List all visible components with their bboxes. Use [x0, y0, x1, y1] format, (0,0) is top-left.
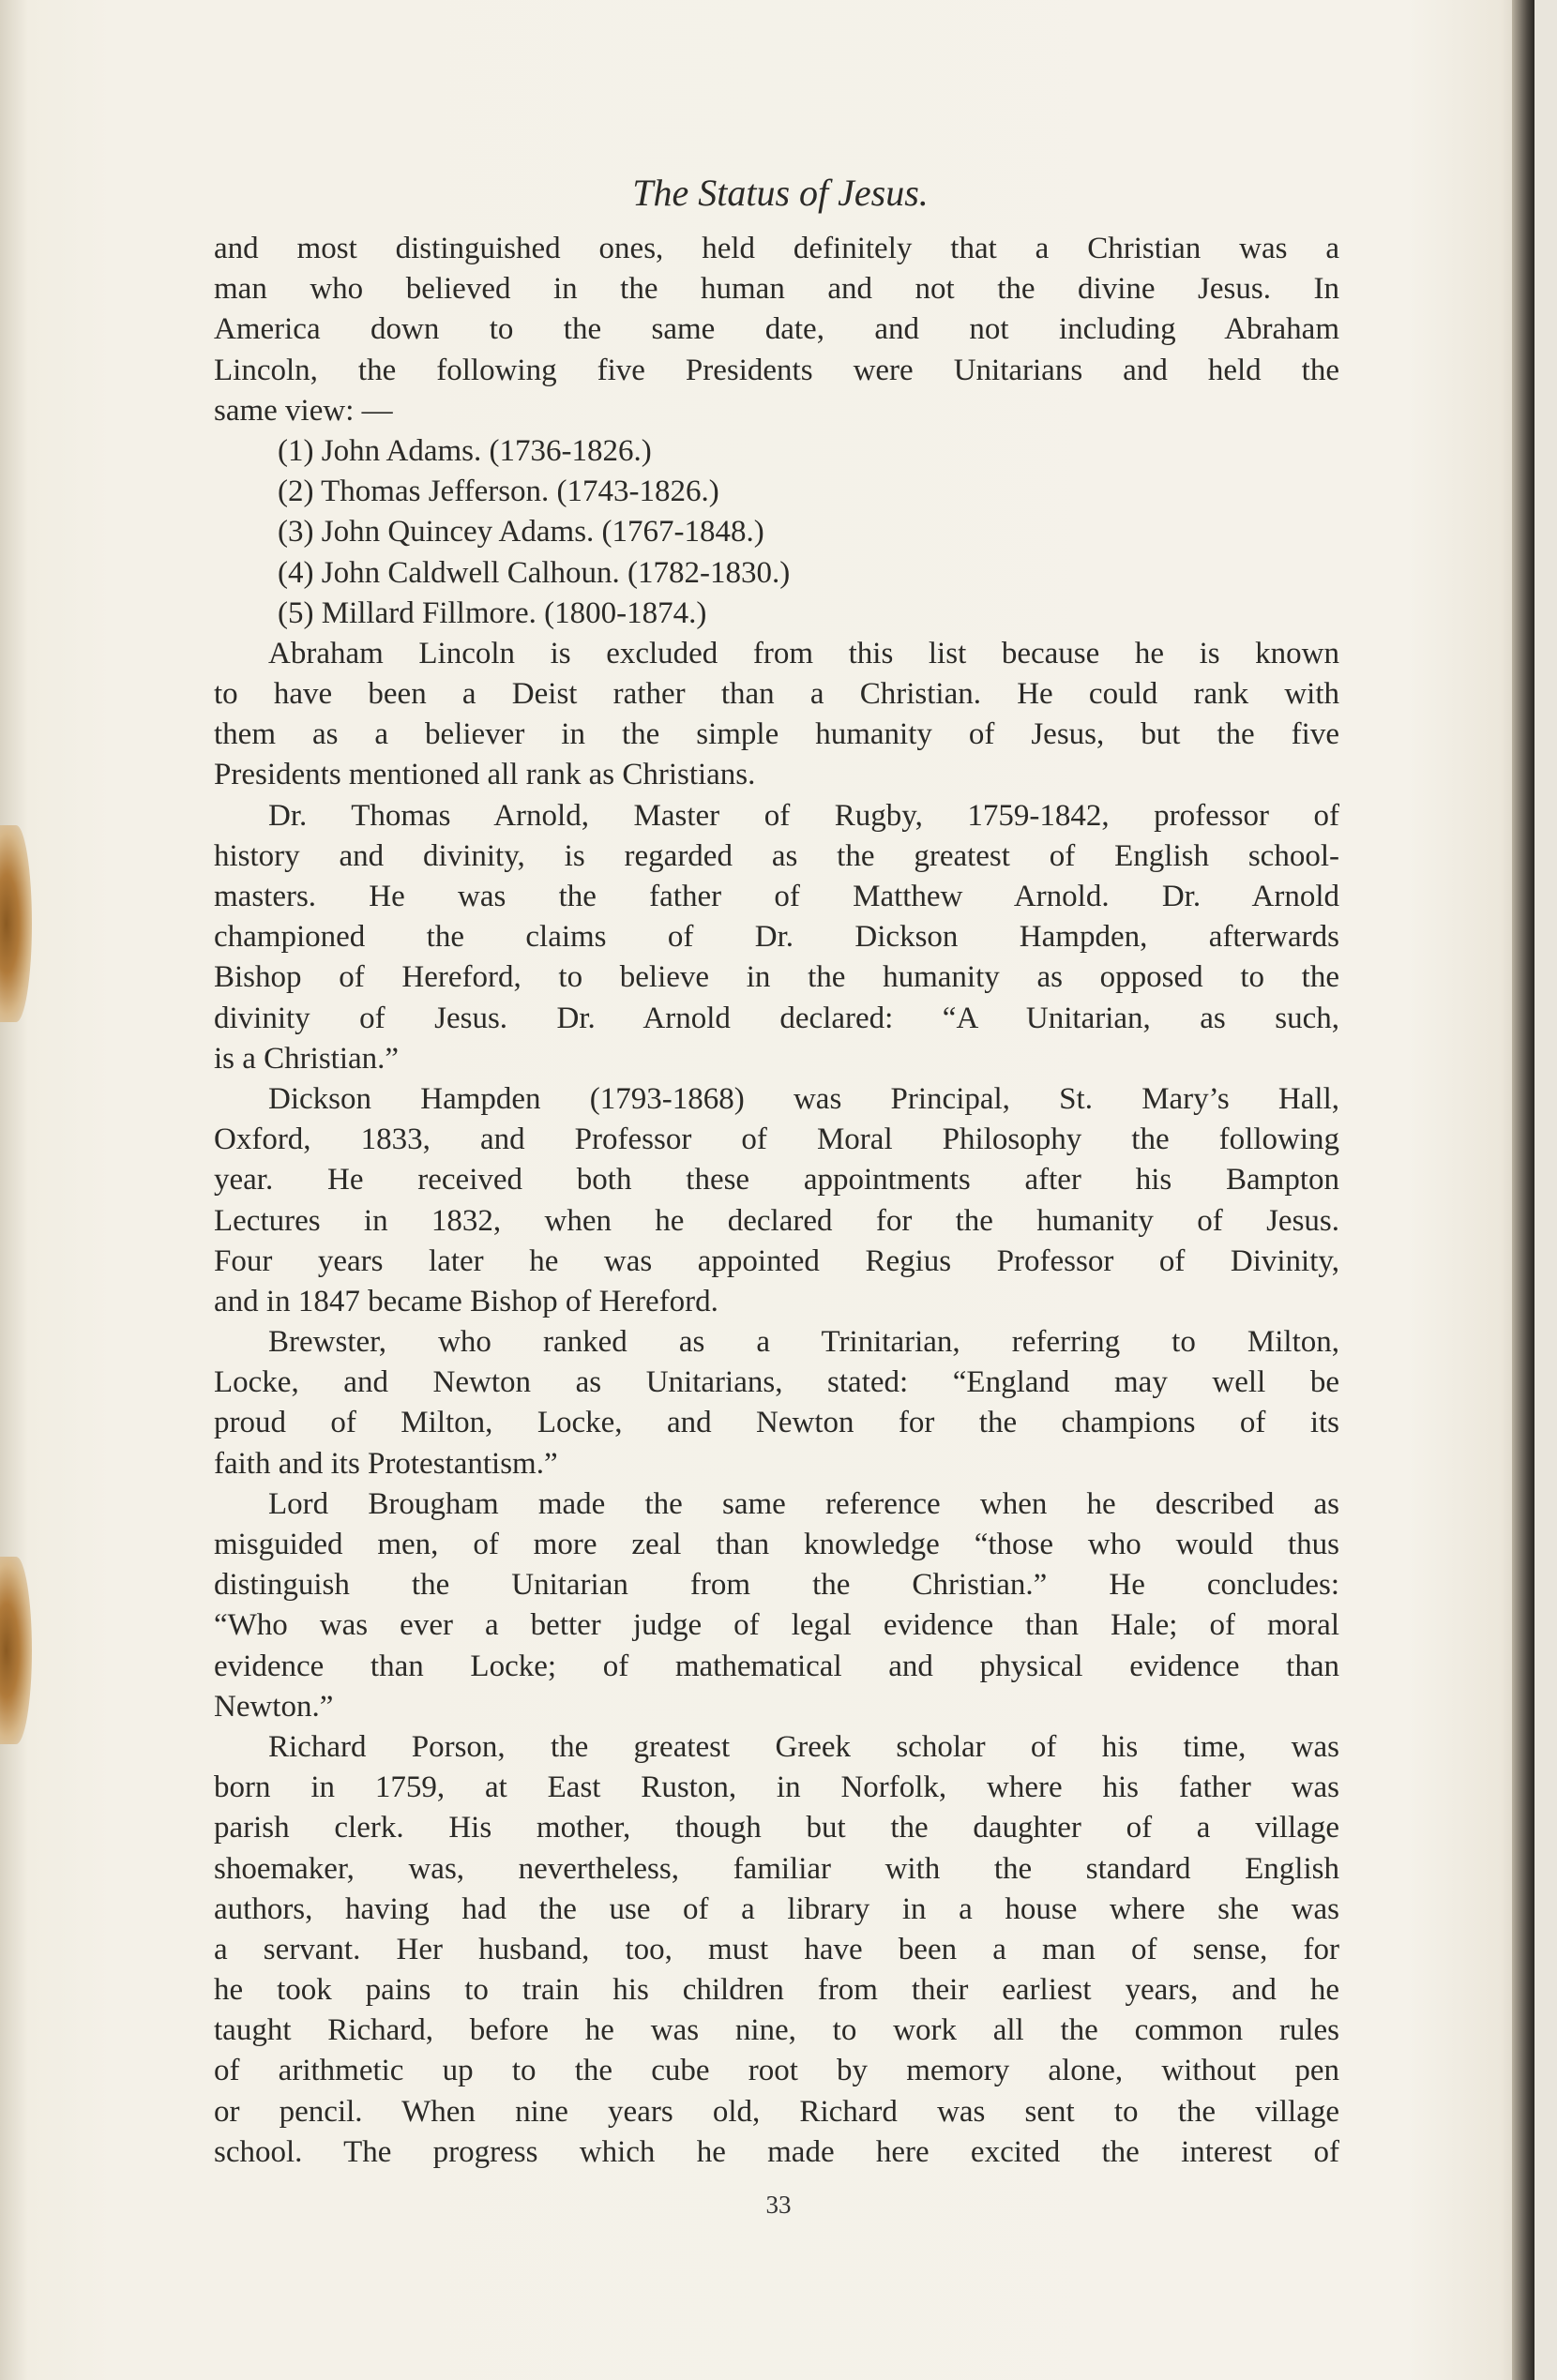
paragraph-3 — [214, 796, 1339, 1079]
paper-stain — [0, 1557, 32, 1744]
text-line: faith and its Protestantism.” — [214, 1446, 558, 1481]
text-line: proud of Milton, Locke, and Newton for the champions of its — [214, 1406, 1339, 1440]
text-line: Four years later he was appointed Regius Professor of Divinity, — [214, 1243, 1339, 1278]
list-item: (5) Millard Fillmore. (1800-1874.) — [278, 595, 707, 630]
text-line: same view: — — [214, 393, 393, 428]
book-spine-shadow — [1512, 0, 1534, 2380]
list-item: (3) John Quincey Adams. (1767-1848.) — [278, 515, 764, 550]
text-line: a servant. Her husband, too, must have been a man of sense, for — [214, 1932, 1339, 1966]
text-line: Lectures in 1832, when he declared for the humanity of Jesus. — [214, 1203, 1339, 1238]
text-line: to have been a Deist rather than a Christian. He could rank with — [214, 677, 1339, 712]
text-line: them as a believer in the simple humanity of Jesus, but the five — [214, 717, 1339, 752]
text-line: championed the claims of Dr. Dickson Hampden, afterwards — [214, 920, 1339, 955]
paragraph-6 — [214, 1484, 1339, 1727]
text-line: distinguish the Unitarian from the Christian.” He concludes: — [214, 1568, 1339, 1603]
text-line: of arithmetic up to the cube root by memory alone, without pen — [214, 2054, 1339, 2088]
paragraph-4 — [214, 1079, 1339, 1322]
text-line: Richard Porson, the greatest Greek scholar of his time, was — [268, 1729, 1339, 1764]
list-item: (4) John Caldwell Calhoun. (1782-1830.) — [278, 555, 791, 590]
running-title: The Status of Jesus. — [632, 172, 929, 214]
paragraph-5 — [214, 1322, 1339, 1484]
text-line: shoemaker, was, nevertheless, familiar with the standard English — [214, 1851, 1339, 1886]
list-item: (2) Thomas Jefferson. (1743-1826.) — [278, 474, 719, 509]
page-number: 33 — [765, 2191, 792, 2219]
text-line: taught Richard, before he was nine, to work all the common rules — [214, 2013, 1339, 2048]
presidents-list — [214, 431, 1339, 634]
text-line: Lincoln, the following five Presidents were Unitarians and held the — [214, 353, 1339, 387]
text-line: and in 1847 became Bishop of Hereford. — [214, 1284, 718, 1318]
paragraph-1 — [214, 229, 1339, 431]
text-line: school. The progress which he made here excited the interest of — [214, 2134, 1339, 2169]
text-line: “Who was ever a better judge of legal evidence than Hale; of moral — [214, 1608, 1339, 1643]
text-line: Brewster, who ranked as a Trinitarian, referring to Milton, — [268, 1325, 1339, 1360]
text-line: Dr. Thomas Arnold, Master of Rugby, 1759-1842, professor of — [268, 798, 1339, 833]
text-line: Lord Brougham made the same reference when he described as — [268, 1486, 1339, 1521]
text-line: man who believed in the human and not the divine Jesus. In — [214, 272, 1339, 307]
text-line: Locke, and Newton as Unitarians, stated: “England may well be — [214, 1365, 1339, 1400]
paragraph-7 — [214, 1727, 1339, 2173]
text-line: and most distinguished ones, held definitely that a Christian was a — [214, 232, 1339, 265]
text-line: Oxford, 1833, and Professor of Moral Philosophy the following — [214, 1122, 1339, 1157]
text-line: or pencil. When nine years old, Richard was sent to the village — [214, 2094, 1339, 2129]
text-line: born in 1759, at East Ruston, in Norfolk, where his father was — [214, 1770, 1339, 1805]
text-line: year. He received both these appointments after his Bampton — [214, 1163, 1339, 1198]
text-line: divinity of Jesus. Dr. Arnold declared: “A Unitarian, as such, — [214, 1001, 1339, 1035]
text-line: Dickson Hampden (1793-1868) was Principal, St. Mary’s Hall, — [268, 1081, 1339, 1116]
text-line: Bishop of Hereford, to believe in the humanity as opposed to the — [214, 960, 1339, 995]
text-line: authors, having had the use of a library in a house where she was — [214, 1891, 1339, 1926]
page-text — [214, 169, 1339, 2173]
paragraph-2 — [214, 634, 1339, 796]
text-line: parish clerk. His mother, though but the daughter of a village — [214, 1811, 1339, 1845]
text-line: he took pains to train his children from their earliest years, and he — [214, 1973, 1339, 2008]
text-line: evidence than Locke; of mathematical and physical evidence than — [214, 1649, 1339, 1683]
text-line: Presidents mentioned all rank as Christians. — [214, 758, 756, 792]
text-line: Abraham Lincoln is excluded from this list because he is known — [268, 636, 1339, 670]
text-line: is a Christian.” — [214, 1041, 400, 1076]
text-line: Newton.” — [214, 1689, 334, 1724]
paper-stain — [0, 825, 32, 1022]
list-item: (1) John Adams. (1736-1826.) — [278, 433, 652, 468]
text-line: masters. He was the father of Matthew Arnold. Dr. Arnold — [214, 880, 1339, 913]
text-line: history and divinity, is regarded as the greatest of English school- — [214, 838, 1339, 873]
text-line: America down to the same date, and not including Abraham — [214, 312, 1339, 347]
text-line: misguided men, of more zeal than knowledge “those who would thus — [214, 1528, 1339, 1561]
